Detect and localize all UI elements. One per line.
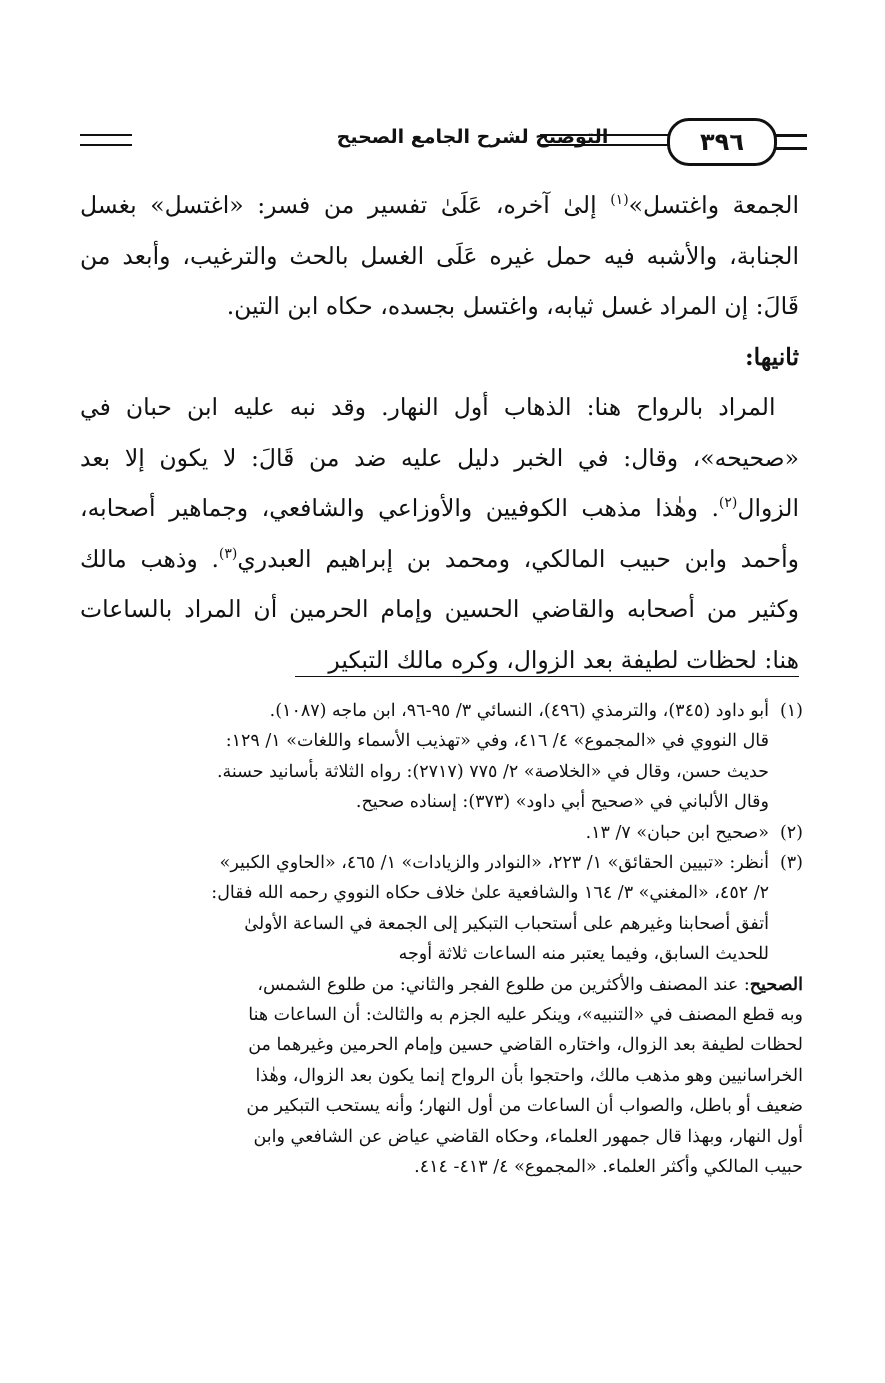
footnote-separator [295, 676, 799, 677]
footnote-number: (٢) [779, 822, 803, 843]
text-run: : عند المصنف والأكثرين من طلوع الفجر والثاني: من طلوع الشمس، [257, 974, 750, 995]
page-number: ٣٩٦ [667, 118, 777, 166]
footnote-number: (٣) [779, 853, 803, 874]
footnote-line: لحظات لطيفة بعد الزوال، واختاره القاضي حسين وإمام الحرمين وغيرهما من [248, 1035, 803, 1056]
text-run: . وهٰذا مذهب الكوفيين والأوزاعي والشافعي، وجماهير أصحابه، وأحمد وابن حبيب المالكي، ومحمد بن إبراهيم العبدري [80, 494, 799, 573]
footnote-line: حديث حسن، وقال في «الخلاصة» ٢/ ٧٧٥ (٢٧١٧): رواه الثلاثة بأسانيد حسنة. [216, 761, 769, 782]
footnote-line: الخراسانيين وهو مذهب مالك، واحتجوا بأن الرواح إنما يكون بعد الزوال، وهٰذا [255, 1065, 803, 1086]
footnote-lead-word: الصحيح [749, 974, 803, 995]
footnote [76, 818, 803, 848]
footnote-line: قال النووي في «المجموع» ٤/ ٤١٦، وفي «تهذيب الأسماء واللغات» ١/ ١٢٩: [225, 731, 769, 752]
footnote-line: للحديث السابق، وفيما يعتبر منه الساعات ثلاثة أوجه [398, 944, 769, 965]
footnote-line: «صحيح ابن حبان» ٧/ ١٣. [585, 822, 769, 843]
footnote-ref[interactable]: (١) [610, 192, 629, 209]
paragraph [80, 180, 799, 332]
header-rule [80, 134, 132, 146]
footnote-line: حبيب المالكي وأكثر العلماء. «المجموع» ٤/ ٤١٣- ٤١٤. [414, 1157, 803, 1178]
footnote-line [76, 970, 803, 1000]
footnote-ref[interactable]: (٢) [718, 495, 738, 512]
footnote-line: ضعيف أو باطل، والصواب أن الساعات من أول النهار؛ وأنه يستحب التبكير من [246, 1096, 803, 1117]
footnote-body [76, 848, 769, 970]
text-run: المراد بالرواح هنا: الذهاب أول النهار. وقد نبه عليه ابن حبان في «صحيحه»، وقال: في الخبر دليل عليه ضد من قَالَ: لا يكون إلا بعد الزوال [80, 393, 799, 522]
book-title: التوضيح لشرح الجامع الصحيح [336, 126, 609, 148]
footnote-body [76, 818, 769, 848]
footnote-line: ٢/ ٤٥٢، «المغني» ٣/ ١٦٤ والشافعية علىٰ خلاف حكاه النووي رحمه الله فقال: [211, 883, 769, 904]
running-header [80, 118, 807, 162]
footnotes [76, 696, 803, 1183]
text-run: إلىٰ آخره، عَلَىٰ تفسير من فسر: «اغتسل» بغسل الجنابة، والأشبه فيه حمل غيره عَلَى الغسل بالحث والترغيب، وأبعد من قَالَ: إن المراد غسل ثيابه، واغتسل بجسده، حكاه ابن التين. [80, 191, 799, 320]
footnote-line: وبه قطع المصنف في «التنبيه»، وينكر عليه الجزم به والثالث: أن الساعات هنا [248, 1005, 803, 1026]
header-ornament-line [773, 134, 807, 150]
footnote-number: (١) [779, 701, 803, 721]
footnote [76, 696, 803, 818]
text-run: . وذهب مالك وكثير من أصحابه والقاضي الحسين وإمام الحرمين أن المراد بالساعات هنا: لحظات لطيفة بعد الزوال، وكره مالك التبكير [80, 544, 799, 674]
text-run: الجمعة واغتسل» [628, 191, 799, 219]
footnote-body [76, 696, 769, 818]
section-heading: ثانيها: [745, 342, 799, 371]
paragraph [80, 382, 799, 685]
footnote [76, 848, 803, 970]
footnote-ref[interactable]: (٣) [218, 545, 238, 562]
footnote-line: أتفق أصحابنا وغيرهم على أستحباب التبكير إلى الجمعة في الساعة الأولىٰ [244, 913, 769, 934]
footnote-line: وقال الألباني في «صحيح أبي داود» (٣٧٣): إسناده صحيح. [355, 792, 769, 813]
main-text [80, 180, 799, 685]
footnote-line: أول النهار، وبهذا قال جمهور العلماء، وحكاه القاضي عياض عن الشافعي وابن [253, 1126, 803, 1147]
footnote-continuation [76, 970, 803, 1183]
footnote-line: أبو داود (٣٤٥)، والترمذي (٤٩٦)، النسائي ٣/ ٩٥-٩٦، ابن ماجه (١٠٨٧). [269, 701, 769, 721]
footnote-line: أنظر: «تبيين الحقائق» ١/ ٢٢٣، «النوادر والزيادات» ١/ ٤٦٥، «الحاوي الكبير» [219, 853, 769, 874]
